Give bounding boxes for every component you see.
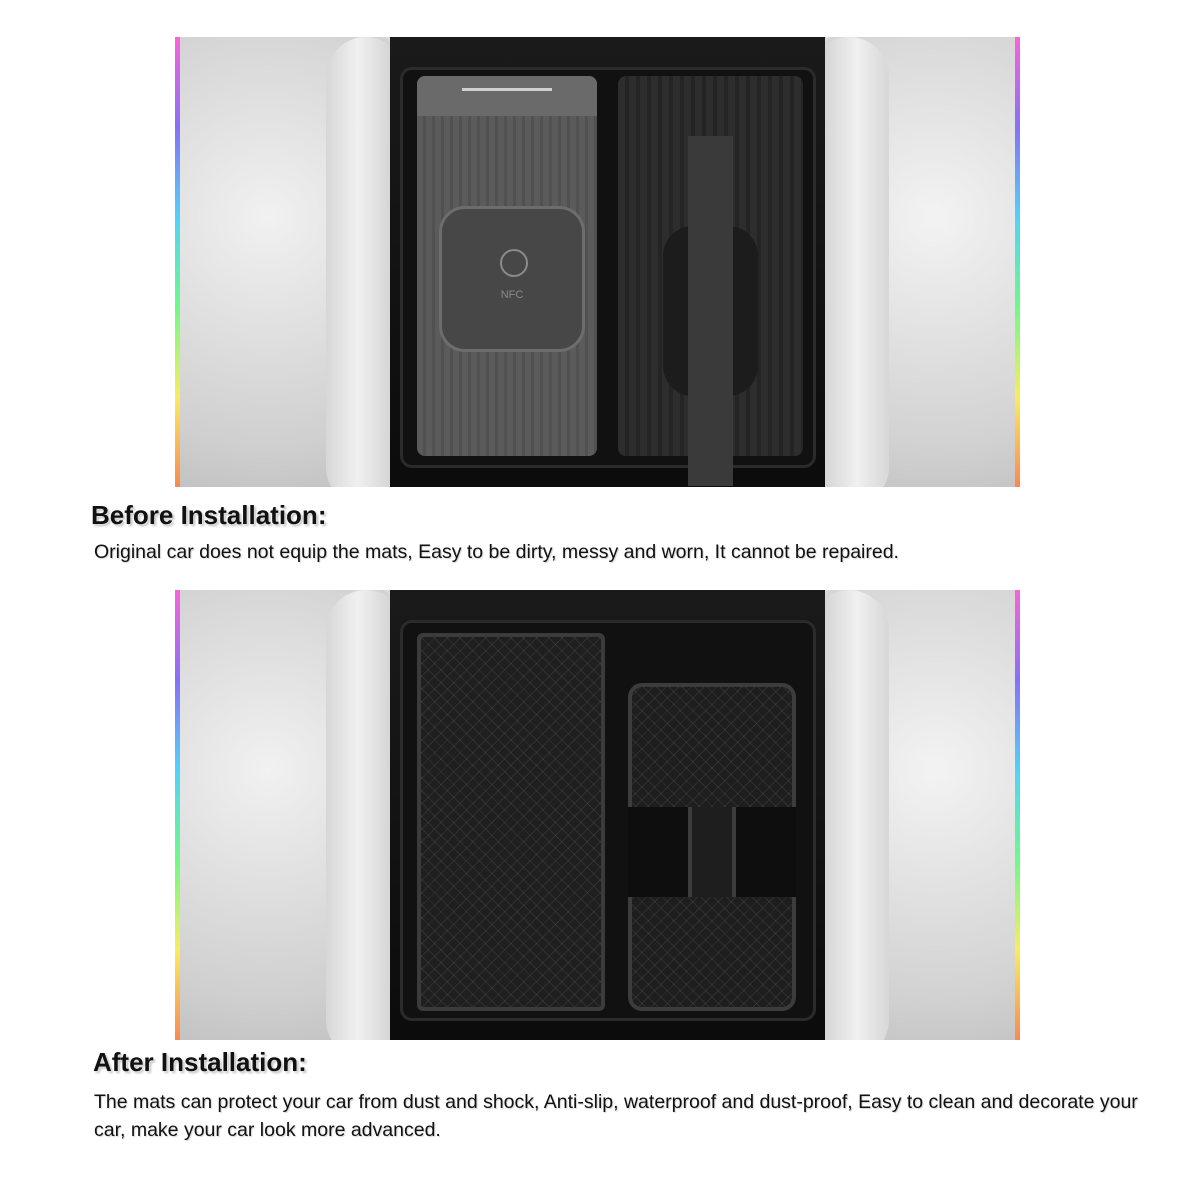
nfc-label: NFC <box>500 289 524 301</box>
left-seat <box>180 37 400 487</box>
after-installation-heading: After Installation: <box>93 1047 307 1077</box>
wireless-charger-compartment <box>417 76 597 456</box>
cup-holder-mat <box>628 683 796 1011</box>
after-installation-photo <box>175 590 1020 1040</box>
storage-tray-mat <box>417 633 605 1011</box>
wireless-charging-icon <box>500 249 528 277</box>
center-console <box>390 37 825 487</box>
right-seat <box>815 37 1015 487</box>
right-seat <box>815 590 1015 1040</box>
before-installation-heading: Before Installation: <box>91 500 327 530</box>
before-installation-description: Original car does not equip the mats, Easy to be dirty, messy and worn, It cannot be repaired. <box>94 541 899 563</box>
cup-holder-area <box>618 76 803 456</box>
center-console <box>390 590 825 1040</box>
before-installation-photo <box>175 37 1020 487</box>
left-seat <box>180 590 400 1040</box>
after-installation-description: The mats can protect your car from dust and shock, Anti-slip, waterproof and dust-proof, Easy to clean and decorate your car, make your car look more advanced. <box>94 1091 1138 1141</box>
nfc-charging-pad <box>439 206 585 352</box>
